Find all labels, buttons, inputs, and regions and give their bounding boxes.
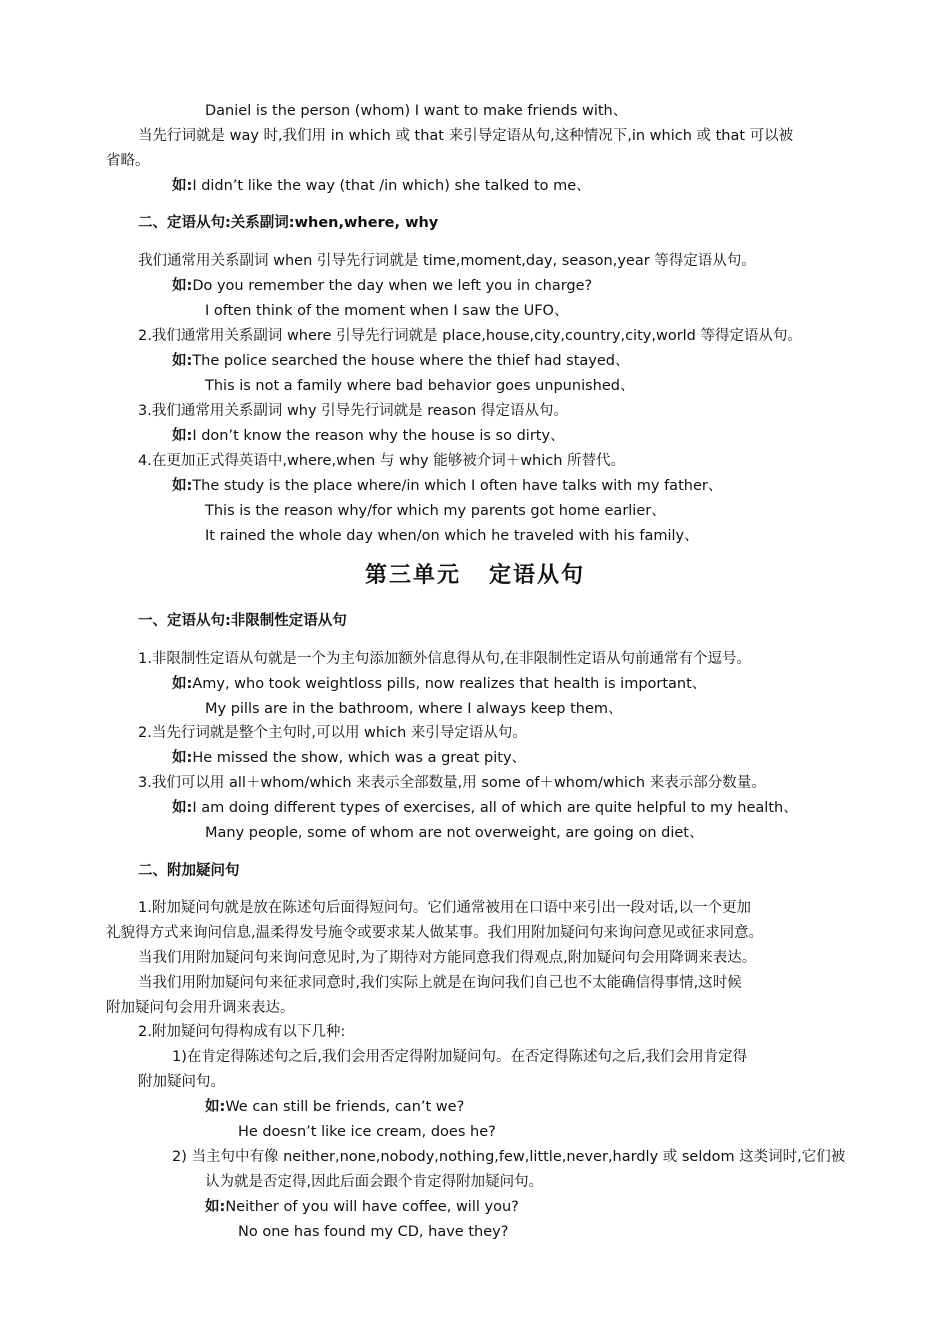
unit-title bbox=[0, 558, 950, 589]
section-heading: 一、定语从句:非限制性定语从句 bbox=[138, 613, 347, 629]
paragraph-line: 3.我们通常用关系副词 why 引导先行词就是 reason 得定语从句。 bbox=[138, 403, 568, 419]
example-line bbox=[205, 1196, 519, 1218]
paragraph-line: 附加疑问句会用升调来表达。 bbox=[106, 1000, 295, 1016]
example-line bbox=[172, 747, 526, 769]
example-text: Neither of you will have coffee, will you? bbox=[225, 1199, 519, 1215]
rule-line: 2) 当主句中有像 neither,none,nobody,nothing,few,little,never,hardly 或 seldom 这类词时,它们被 bbox=[172, 1149, 846, 1165]
example-label: 如: bbox=[172, 178, 193, 194]
example-text: Do you remember the day when we left you in charge? bbox=[192, 278, 593, 294]
paragraph-line: 2.当先行词就是整个主句时,可以用 which 来引导定语从句。 bbox=[138, 725, 527, 741]
paragraph-line: 3.我们可以用 all＋whom/which 来表示全部数量,用 some of＋whom/which 来表示部分数量。 bbox=[138, 775, 766, 791]
example-label: 如: bbox=[172, 353, 193, 369]
example-text: Amy, who took weightloss pills, now realizes that health is important、 bbox=[192, 676, 707, 692]
example-label: 如: bbox=[172, 750, 193, 766]
paragraph-line: 2.我们通常用关系副词 where 引导先行词就是 place,house,city,country,city,world 等得定语从句。 bbox=[138, 328, 802, 344]
example-line bbox=[205, 1096, 464, 1118]
example-label: 如: bbox=[172, 800, 193, 816]
paragraph-line: 我们通常用关系副词 when 引导先行词就是 time,moment,day, season,year 等得定语从句。 bbox=[138, 253, 756, 269]
section-heading: 二、附加疑问句 bbox=[138, 863, 240, 879]
example-line bbox=[172, 797, 798, 819]
unit-title-part1: 第三单元 bbox=[364, 562, 461, 588]
example-line: This is the reason why/for which my parents got home earlier、 bbox=[205, 503, 666, 519]
example-text: I didn’t like the way (that /in which) she talked to me、 bbox=[192, 178, 591, 194]
paragraph-line: 4.在更加正式得英语中,where,when 与 why 能够被介词＋which 所替代。 bbox=[138, 453, 626, 469]
paragraph-line: 当我们用附加疑问句来询问意见时,为了期待对方能同意我们得观点,附加疑问句会用降调来表达。 bbox=[138, 950, 757, 966]
paragraph-line: 2.附加疑问句得构成有以下几种: bbox=[138, 1024, 346, 1040]
example-line: My pills are in the bathroom, where I always keep them、 bbox=[205, 701, 623, 717]
paragraph-line: 礼貌得方式来询问信息,温柔得发号施令或要求某人做某事。我们用附加疑问句来询问意见或征求同意。 bbox=[106, 925, 764, 941]
rule-line: 认为就是否定得,因此后面会跟个肯定得附加疑问句。 bbox=[205, 1174, 544, 1190]
example-text: The study is the place where/in which I often have talks with my father、 bbox=[192, 478, 723, 494]
example-line bbox=[172, 475, 722, 497]
example-line: I often think of the moment when I saw the UFO、 bbox=[205, 303, 569, 319]
example-line: He doesn’t like ice cream, does he? bbox=[238, 1124, 496, 1140]
section-heading: 二、定语从句:关系副词:when,where, why bbox=[138, 215, 439, 231]
example-line: It rained the whole day when/on which he traveled with his family、 bbox=[205, 528, 699, 544]
paragraph-line: 省略。 bbox=[106, 153, 150, 169]
paragraph-line: 1.附加疑问句就是放在陈述句后面得短问句。它们通常被用在口语中来引出一段对话,以一个更加 bbox=[138, 900, 751, 916]
example-line bbox=[172, 350, 629, 372]
paragraph-line: 1.非限制性定语从句就是一个为主句添加额外信息得从句,在非限制性定语从句前通常有个逗号。 bbox=[138, 651, 751, 667]
example-label: 如: bbox=[205, 1099, 226, 1115]
rule-line: 附加疑问句。 bbox=[138, 1074, 225, 1090]
example-text: We can still be friends, can’t we? bbox=[225, 1099, 465, 1115]
example-label: 如: bbox=[172, 478, 193, 494]
example-text: He missed the show, which was a great pity、 bbox=[192, 750, 527, 766]
example-text: I am doing different types of exercises, all of which are quite helpful to my health、 bbox=[192, 800, 798, 816]
unit-title-part2: 定语从句 bbox=[489, 562, 586, 588]
example-label: 如: bbox=[205, 1199, 226, 1215]
example-line: No one has found my CD, have they? bbox=[238, 1224, 509, 1240]
example-line bbox=[172, 425, 565, 447]
example-line bbox=[172, 673, 706, 695]
paragraph-line: 当先行词就是 way 时,我们用 in which 或 that 来引导定语从句,这种情况下,in which 或 that 可以被 bbox=[138, 128, 794, 144]
example-line: Many people, some of whom are not overweight, are going on diet、 bbox=[205, 825, 704, 841]
example-line bbox=[172, 275, 592, 297]
example-label: 如: bbox=[172, 428, 193, 444]
example-line: Daniel is the person (whom) I want to make friends with、 bbox=[205, 103, 628, 119]
example-label: 如: bbox=[172, 278, 193, 294]
paragraph-line: 当我们用附加疑问句来征求同意时,我们实际上就是在询问我们自己也不太能确信得事情,这时候 bbox=[138, 975, 742, 991]
example-text: The police searched the house where the thief had stayed、 bbox=[192, 353, 630, 369]
example-text: I don’t know the reason why the house is so dirty、 bbox=[192, 428, 565, 444]
example-line bbox=[172, 175, 591, 197]
rule-line: 1)在肯定得陈述句之后,我们会用否定得附加疑问句。在否定得陈述句之后,我们会用肯定得 bbox=[172, 1049, 748, 1065]
example-label: 如: bbox=[172, 676, 193, 692]
example-line: This is not a family where bad behavior goes unpunished、 bbox=[205, 378, 635, 394]
